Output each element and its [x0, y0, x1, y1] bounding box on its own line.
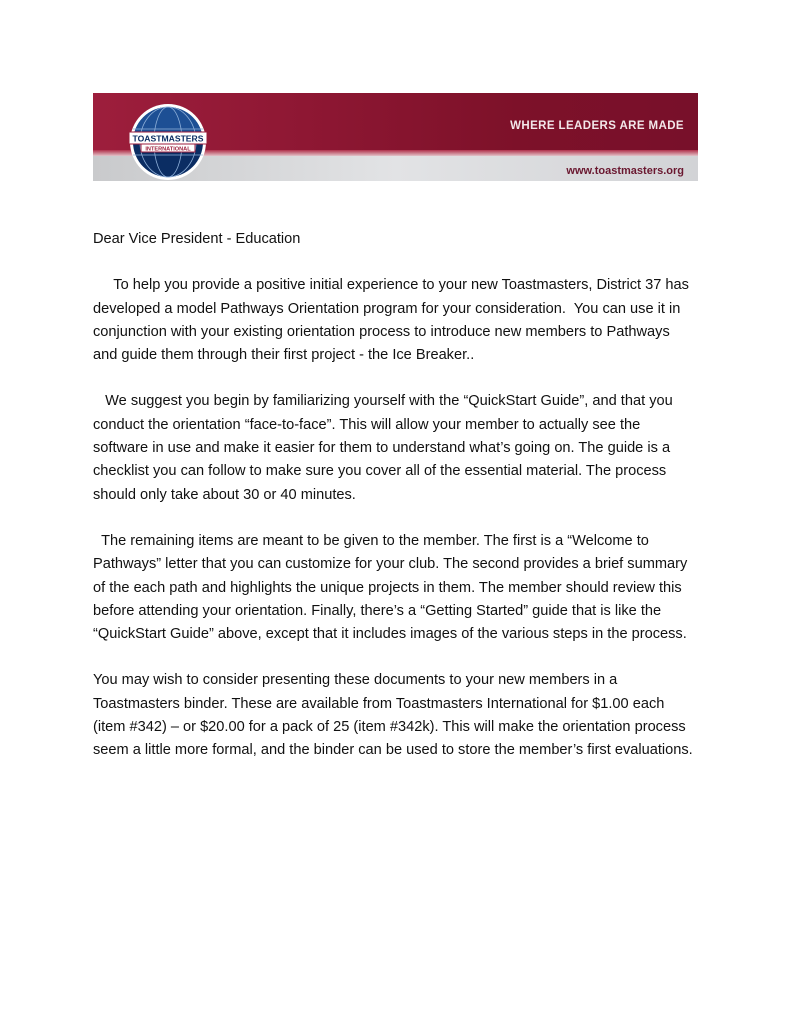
letter-paragraph: The remaining items are meant to be given to the member. The first is a “Welcome to Pathways” letter that you can customize for your club. The second provides a brief summary of the each path and highlights the unique projects in them. The member should review this before attending your orientation. Finally, there’s a “Getting Started” guide that is like the “QuickStart Guide” above, except that it includes images of the various steps in the process. — [93, 532, 692, 643]
toastmasters-logo — [129, 103, 207, 181]
letter-body — [93, 228, 698, 786]
header-banner — [93, 93, 698, 181]
logo-text-top: TOASTMASTERS — [132, 133, 204, 144]
letter-greeting: Dear Vice President - Education — [93, 231, 301, 247]
logo-text-bottom: INTERNATIONAL — [145, 146, 191, 153]
letter-paragraph: To help you provide a positive initial experience to your new Toastmasters, District 37 has developed a model Pathways Orientation program for your consideration. You can use it in conjunction with your existing orientation process to introduce new members to Pathways and guide them through their first project - the Ice Breaker.. — [93, 277, 694, 364]
letter-paragraph: We suggest you begin by familiarizing yourself with the “QuickStart Guide”, and that you conduct the orientation “face-to-face”. This will allow your member to actually see the software in use and make it easier for them to understand what’s going on. The guide is a checklist you can follow to make sure you cover all of the essential material. The process should only take about 30 or 40 minutes. — [93, 393, 677, 503]
letter-paragraph: You may wish to consider presenting these documents to your new members in a Toastmasters binder. These are available from Toastmasters International for $1.00 each (item #342) – or $20.00 for a pack of 25 (item #342k). This will make the orientation process seem a little more formal, and the binder can be used to store the member’s first evaluations. — [93, 672, 693, 759]
banner-url: www.toastmasters.org — [566, 165, 684, 177]
banner-tagline: WHERE LEADERS ARE MADE — [510, 120, 684, 132]
